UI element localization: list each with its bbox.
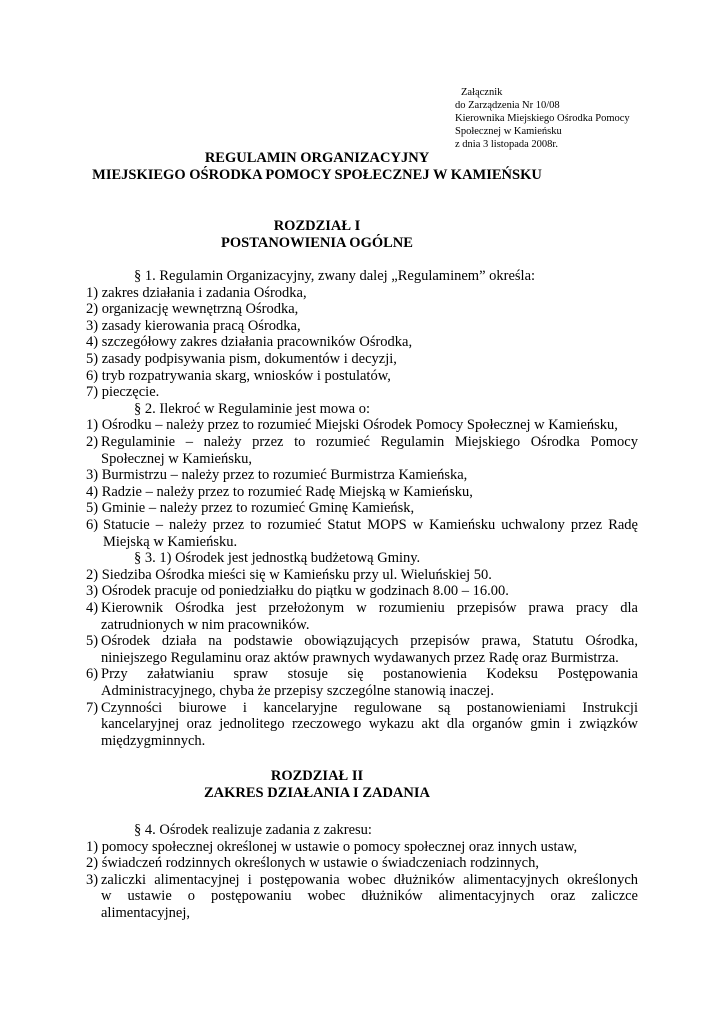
paragraph-1-intro: § 1. Regulamin Organizacyjny, zwany dalej „Regulaminem” określa:	[134, 268, 536, 284]
item-number: 6)	[86, 666, 99, 683]
annex-line: z dnia 3 listopada 2008r.	[455, 139, 558, 150]
item-number: 7)	[86, 699, 99, 716]
paragraph-4-intro: § 4. Ośrodek realizuje zadania z zakresu:	[134, 822, 372, 838]
item-number: 2)	[86, 434, 99, 450]
paragraph-2-intro: § 2. Ilekroć w Regulaminie jest mowa o:	[134, 400, 370, 417]
chapter-1-number: ROZDZIAŁ I	[273, 218, 361, 234]
paragraph-1-item: 7) pieczęcie.	[86, 384, 160, 401]
paragraph-2-item: 4) Radzie – należy przez to rozumieć Radę Miejską w Kamieńsku,	[86, 483, 473, 500]
annex-line: Społecznej w Kamieńsku	[455, 126, 562, 137]
annex-line: Kierownika Miejskiego Ośrodka Pomocy	[455, 113, 630, 124]
paragraph-3-item: 3) Ośrodek pracuje od poniedziałku do piątku w godzinach 8.00 – 16.00.	[86, 583, 509, 600]
paragraph-2-item: 1) Ośrodku – należy przez to rozumieć Miejski Ośrodek Pomocy Społecznej w Kamieńsku,	[86, 417, 618, 434]
paragraph-1-item: 4) szczegółowy zakres działania pracowników Ośrodka,	[86, 334, 413, 351]
item-number: 5)	[86, 633, 99, 650]
item-text-cont: alimentacyjnej,	[101, 904, 190, 921]
title-line-1: REGULAMIN ORGANIZACYJNY	[204, 150, 430, 166]
item-text-cont: Społecznej w Kamieńsku,	[101, 450, 253, 467]
chapter-1-heading	[0, 218, 634, 252]
annex-line: do Zarządzenia Nr 10/08	[455, 100, 560, 111]
paragraph-3-item: 2) Siedziba Ośrodka mieści się w Kamieńsku przy ul. Wieluńskiej 50.	[86, 566, 492, 583]
chapter-2-title: ZAKRES DZIAŁANIA I ZADANIA	[203, 785, 430, 801]
chapter-2-number: ROZDZIAŁ II	[270, 768, 364, 784]
item-number: 3)	[86, 871, 99, 888]
paragraph-1-item: 1) zakres działania i zadania Ośrodka,	[86, 284, 307, 301]
item-text: Przy załatwianiu spraw stosuje się postanowienia Kodeksu Postępowania	[101, 666, 638, 683]
paragraph-4-item: 1) pomocy społecznej określonej w ustawie o pomocy społecznej oraz innych ustaw,	[86, 838, 578, 855]
item-text: Ośrodek działa na podstawie obowiązujących przepisów prawa, Statutu Ośrodka,	[101, 633, 638, 650]
item-text-cont: kancelaryjnej oraz jednolitego rzeczowego wykazu akt dla organów gmin i związków	[101, 716, 638, 733]
item-text-cont: Administracyjnego, chyba że przepisy szczególne stanowią inaczej.	[101, 682, 494, 699]
item-text-cont: międzygminnych.	[101, 732, 206, 749]
document-title	[0, 150, 634, 184]
paragraph-3-intro: § 3. 1) Ośrodek jest jednostką budżetową Gminy.	[134, 550, 421, 567]
chapter-1-title: POSTANOWIENIA OGÓLNE	[221, 235, 413, 251]
item-text: Regulaminie – należy przez to rozumieć Regulamin Miejskiego Ośrodka Pomocy	[101, 434, 638, 450]
item-number: 4)	[86, 600, 99, 616]
annex-note	[455, 86, 630, 151]
item-text-cont: Miejską w Kamieńsku.	[103, 533, 238, 550]
paragraph-1-item: 5) zasady podpisywania pism, dokumentów i decyzji,	[86, 351, 397, 367]
title-line-2: MIEJSKIEGO OŚRODKA POMOCY SPOŁECZNEJ W KAMIEŃSKU	[92, 167, 542, 183]
paragraph-2-item: 3) Burmistrzu – należy przez to rozumieć Burmistrza Kamieńska,	[86, 467, 468, 484]
item-text-cont: niniejszego Regulaminu oraz aktów prawnych wydawanych przez Radę oraz Burmistrza.	[101, 649, 619, 666]
paragraph-1-item: 2) organizację wewnętrzną Ośrodka,	[86, 301, 299, 318]
paragraph-1-item: 3) zasady kierowania pracą Ośrodka,	[86, 317, 301, 334]
item-text-cont: w ustawie o postępowaniu wobec dłużników alimentacyjnych oraz zaliczce	[101, 888, 638, 905]
paragraph-2-item: 5) Gminie – należy przez to rozumieć Gminę Kamieńsk,	[86, 500, 415, 517]
paragraph-1-item: 6) tryb rozpatrywania skarg, wniosków i postulatów,	[86, 367, 391, 384]
item-text-cont: zatrudnionych w nim pracowników.	[101, 616, 310, 633]
paragraph-4-item: 2) świadczeń rodzinnych określonych w ustawie o świadczeniach rodzinnych,	[86, 855, 539, 872]
item-text: Kierownik Ośrodka jest przełożonym w rozumieniu przepisów prawa pracy dla	[101, 600, 638, 616]
item-text: Statucie – należy przez to rozumieć Statut MOPS w Kamieńsku uchwalony przez Radę	[103, 517, 638, 533]
item-text: zaliczki alimentacyjnej i postępowania wobec dłużników alimentacyjnych określonych	[101, 871, 638, 888]
annex-line: Załącznik	[461, 87, 503, 98]
item-number: 6)	[86, 517, 99, 533]
item-text: Czynności biurowe i kancelaryjne regulowane są postanowieniami Instrukcji	[101, 699, 638, 716]
chapter-2-heading	[0, 768, 634, 802]
